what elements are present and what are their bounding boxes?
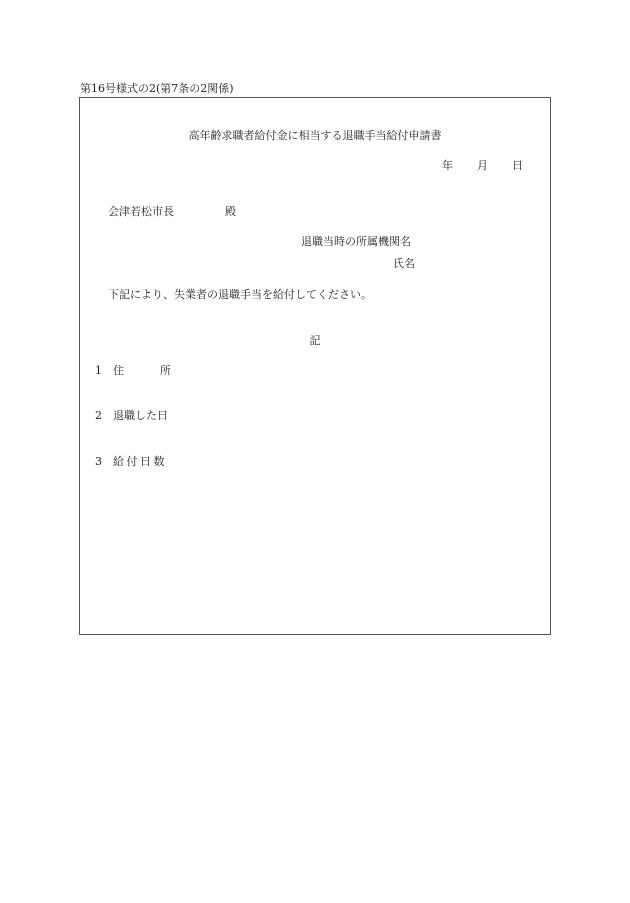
address-char-1: 住 xyxy=(113,364,124,377)
form-number-label: 第16号様式の2(第7条の2関係) xyxy=(80,82,234,95)
name-label: 氏名 xyxy=(393,257,415,270)
addressee: 会津若松市長 xyxy=(108,205,174,218)
address-char-2: 所 xyxy=(160,364,171,377)
date-year-label: 年 xyxy=(442,159,453,172)
item-number-3: 3 xyxy=(95,455,102,468)
ki-heading: 記 xyxy=(309,334,321,347)
affiliation-label: 退職当時の所属機関名 xyxy=(301,235,411,248)
item-number-2: 2 xyxy=(95,409,102,422)
document-title: 高年齢求職者給付金に相当する退職手当給付申請書 xyxy=(188,129,442,142)
item-number-1: 1 xyxy=(95,364,102,377)
request-statement: 下記により、失業者の退職手当を給付してください。 xyxy=(108,288,372,301)
date-month-label: 月 xyxy=(477,159,488,172)
item-label-benefit-days: 給付日数 xyxy=(113,455,167,468)
honorific: 殿 xyxy=(225,205,236,218)
item-label-retirement-date: 退職した日 xyxy=(113,409,168,422)
item-label-address xyxy=(113,364,171,378)
date-day-label: 日 xyxy=(512,159,523,172)
